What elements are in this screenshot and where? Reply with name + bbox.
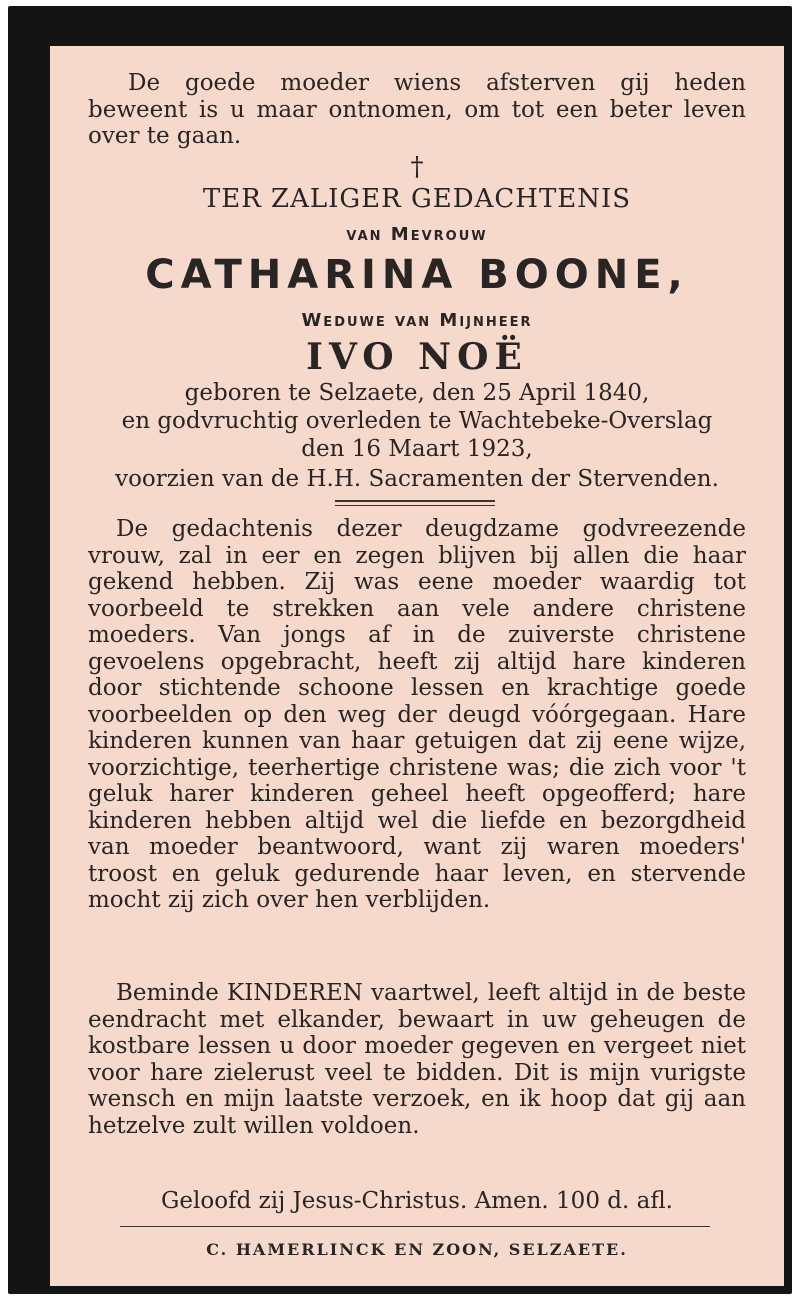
divider-bottom (335, 505, 495, 506)
closing-divider (120, 1226, 710, 1227)
info-line: voorzien van de H.H. Sacramenten der Stervenden. (115, 466, 719, 492)
divider-top (335, 500, 495, 502)
opening-paragraph: De goede moeder wiens afsterven gij heden beweent is u maar ontnomen, om tot een beter leven over te gaan. (88, 70, 746, 149)
info-line: en godvruchtig overleden te Wachtebeke-Overslag (121, 408, 713, 434)
info-line: geboren te Selzaete, den 25 April 1840, (184, 380, 650, 406)
card-paper (50, 46, 784, 1286)
deceased-name: CATHARINA BOONE, (145, 252, 689, 298)
husband-name: IVO NOË (306, 336, 528, 378)
closing-line: Geloofd zij Jesus-Christus. Amen. 100 d. afl. (161, 1188, 673, 1214)
printer-imprint: C. HAMERLINCK EN ZOON, SELZAETE. (206, 1240, 628, 1259)
farewell-paragraph: Beminde KINDEREN vaartwel, leeft altijd in de beste eendracht met elkander, bewaart in uw geheugen de kostbare lessen u door moeder gegeven en vergeet niet voor hare zielerust veel te bidden. Dit is mijn vurigste wensch en mijn laatste verzoek, en ik hoop dat gij aan hetzelve zult willen voldoen. (88, 980, 746, 1139)
body-paragraph: De gedachtenis dezer deugdzame godvreezende vrouw, zal in eer en zegen blijven bij allen die haar gekend hebben. Zij was eene moeder waardig tot voorbeeld te strekken aan vele andere christene moeders. Van jongs af in de zuiverste christene gevoelens opgebracht, heeft zij altijd hare kinderen door stichtende schoone lessen en krachtige goede voorbeelden op den weg der deugd vóórgegaan. Hare kinderen kunnen van haar getuigen dat zij eene wijze, voorzichtige, teerhertige christene was; die zich voor 't geluk harer kinderen geheel heeft opgeofferd; hare kinderen hebben altijd wel die liefde en bezorgdheid van moeder beantwoord, want zij waren moeders' troost en geluk gedurende haar leven, en stervende mocht zij zich over hen verblijden. (88, 516, 746, 913)
header-ter-zaliger: TER ZALIGER GEDACHTENIS (202, 184, 632, 214)
memorial-card (8, 6, 792, 1294)
header-weduwe: Weduwe van Mijnheer (301, 310, 533, 331)
header-van-mevrouw: van Mevrouw (346, 224, 488, 245)
cross-icon: † (410, 152, 424, 182)
info-line: den 16 Maart 1923, (301, 436, 533, 462)
